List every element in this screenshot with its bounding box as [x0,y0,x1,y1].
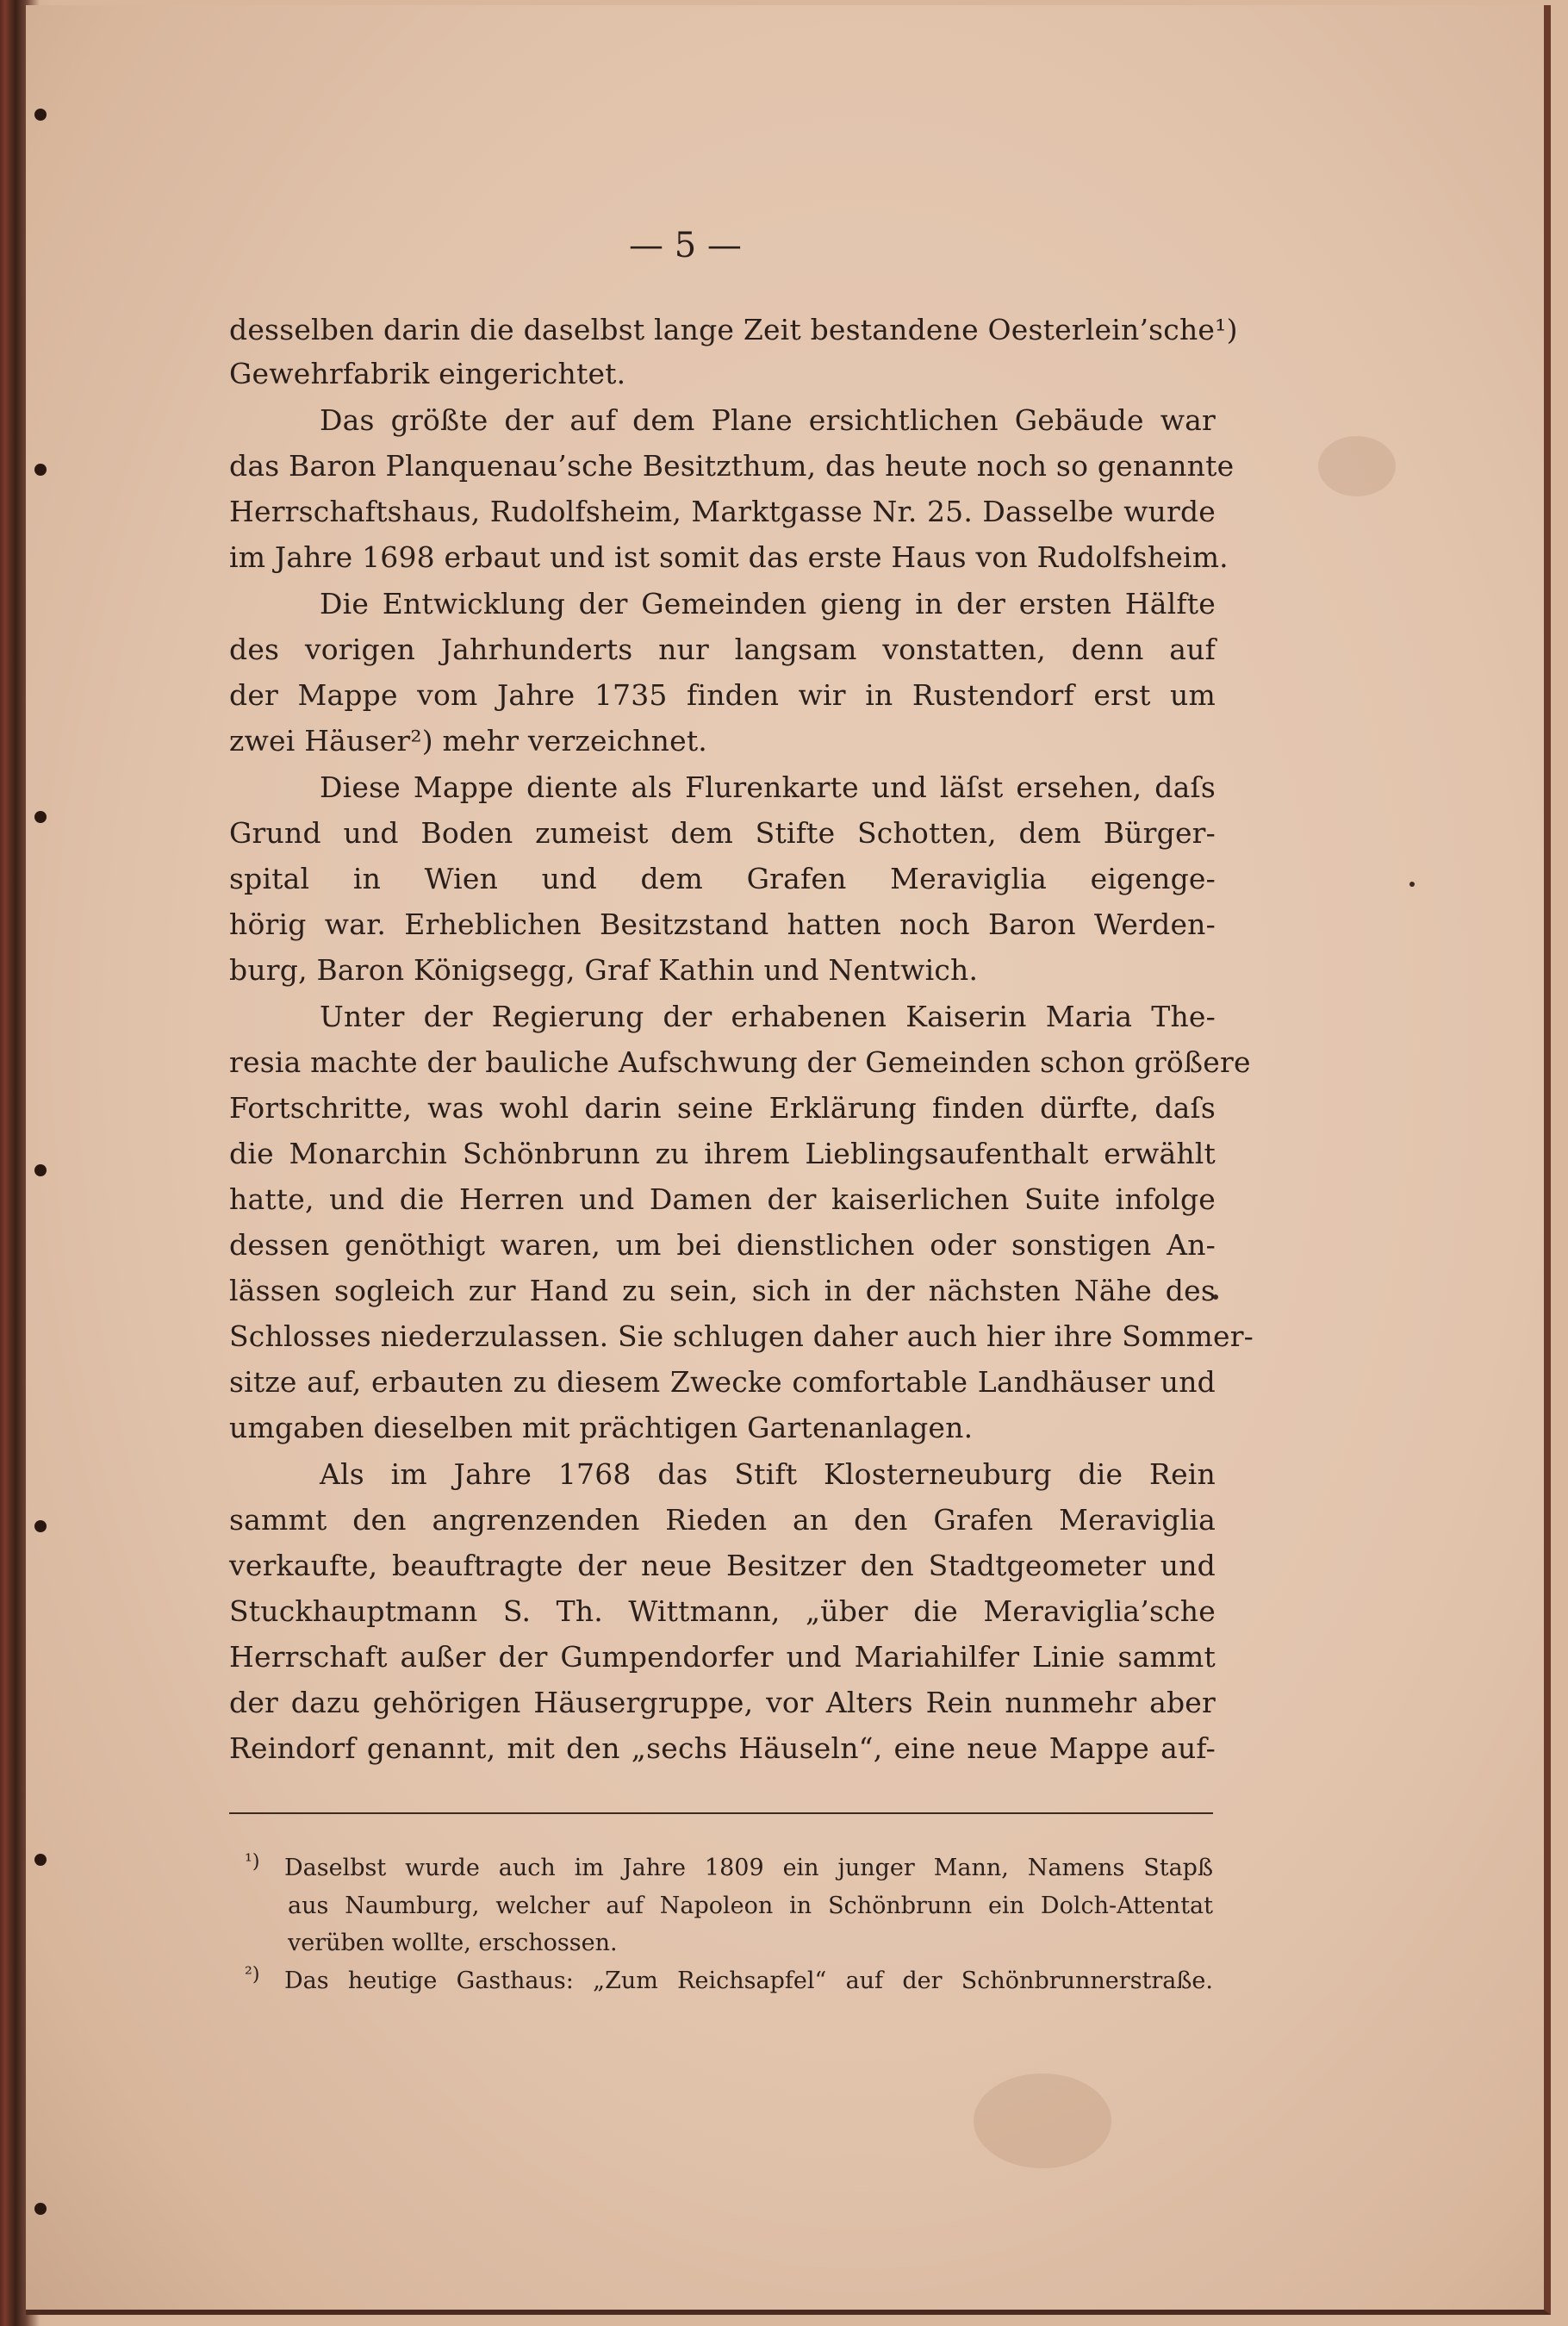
binding-hole [34,1520,47,1532]
footnote-line: Daselbst wurde auch im Jahre 1809 ein junger Mann, Namens Stapß [284,1855,1213,1881]
body-line: sammt den angrenzenden Rieden an den Grafen Meraviglia [229,1503,1216,1537]
body-line: hörig war. Erheblichen Besitzstand hatten noch Baron Werden- [229,907,1216,941]
body-line: Das größte der auf dem Plane ersichtlichen Gebäude war [320,403,1216,437]
body-line: lässen sogleich zur Hand zu sein, sich in der nächsten Nähe des [229,1274,1216,1307]
body-line: resia machte der bauliche Aufschwung der Gemeinden schon größere [229,1045,1251,1079]
body-line: desselben darin die daselbst lange Zeit bestandene Oesterlein’sche¹) [229,313,1238,346]
body-line: zwei Häuser²) mehr verzeichnet. [229,724,707,758]
body-line: das Baron Planquenau’sche Besitzthum, das heute noch so genannte [229,449,1235,483]
footnote-line: aus Naumburg, welcher auf Napoleon in Schönbrunn ein Dolch-Attentat [288,1893,1213,1919]
body-line: Fortschritte, was wohl darin seine Erklärung finden dürfte, daſs [229,1091,1216,1125]
page-number: — 5 — [629,226,742,265]
paper-stain [1318,436,1396,496]
body-line: die Monarchin Schönbrunn zu ihrem Lieblingsaufenthalt erwählt [229,1137,1216,1170]
body-line: der Mappe vom Jahre 1735 finden wir in Rustendorf erst um [229,678,1216,712]
body-line: Unter der Regierung der erhabenen Kaiserin Maria The- [320,1000,1216,1033]
binding-hole [34,109,47,121]
binding-hole [34,1854,47,1866]
body-line: der dazu gehörigen Häusergruppe, vor Alters Rein nunmehr aber [229,1686,1216,1719]
footnote-line: verüben wollte, erschossen. [288,1930,618,1956]
footnote-divider [229,1812,1213,1814]
body-line: Die Entwicklung der Gemeinden gieng in der ersten Hälfte [320,587,1216,620]
body-line: hatte, und die Herren und Damen der kaiserlichen Suite infolge [229,1182,1216,1216]
body-line: Stuckhauptmann S. Th. Wittmann, „über die Meraviglia’sche [229,1594,1216,1628]
body-line: verkaufte, beauftragte der neue Besitzer den Stadtgeometer und [229,1549,1216,1582]
body-line: Grund und Boden zumeist dem Stifte Schotten, dem Bürger- [229,816,1216,850]
body-line: Herrschaft außer der Gumpendorfer und Mariahilfer Linie sammt [229,1640,1216,1674]
body-line: dessen genöthigt waren, um bei dienstlichen oder sonstigen An- [229,1228,1216,1262]
body-line: umgaben dieselben mit prächtigen Gartenanlagen. [229,1411,974,1444]
binding-hole [34,811,47,823]
paper-stain [974,2073,1111,2168]
body-line: Gewehrfabrik eingerichtet. [229,357,626,390]
body-line: Schlosses niederzulassen. Sie schlugen daher auch hier ihre Sommer- [229,1319,1254,1353]
body-line: Reindorf genannt, mit den „sechs Häuseln“, eine neue Mappe auf- [229,1731,1216,1765]
binding-hole [34,1164,47,1176]
body-line: sitze auf, erbauten zu diesem Zwecke comfortable Landhäuser und [229,1365,1216,1399]
binding-hole [34,2203,47,2215]
footnote-marker: ²) [245,1964,260,1986]
footnote-line: Das heutige Gasthaus: „Zum Reichsapfel“ auf der Schönbrunnerstraße. [284,1967,1213,1994]
body-line: Herrschaftshaus, Rudolfsheim, Marktgasse Nr. 25. Dasselbe wurde [229,495,1216,528]
binding-hole [34,464,47,476]
ink-speck [1409,882,1415,887]
body-line: im Jahre 1698 erbaut und ist somit das erste Haus von Rudolfsheim. [229,540,1229,574]
body-line: Als im Jahre 1768 das Stift Klosterneuburg die Rein [320,1457,1216,1491]
body-line: spital in Wien und dem Grafen Meraviglia eigenge- [229,862,1216,895]
body-line: Diese Mappe diente als Flurenkarte und läſst ersehen, daſs [320,770,1216,804]
body-line: burg, Baron Königsegg, Graf Kathin und Nentwich. [229,953,979,987]
footnote-marker: ¹) [245,1851,260,1873]
body-line: des vorigen Jahrhunderts nur langsam vonstatten, denn auf [229,633,1216,666]
